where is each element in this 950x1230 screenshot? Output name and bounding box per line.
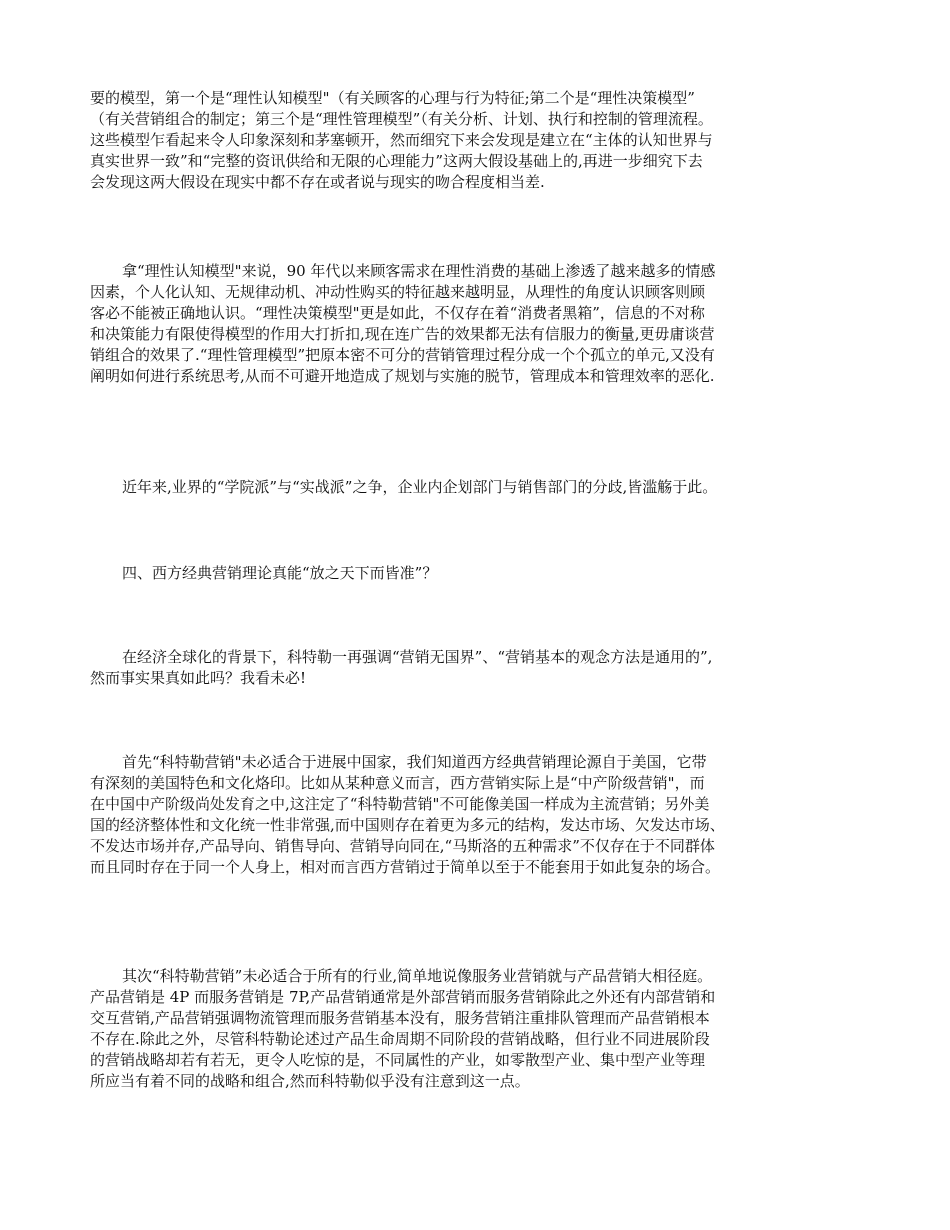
text-line: 阐明如何进行系统思考,从而不可避开地造成了规划与实施的脱节，管理成本和管理效率的恶化. xyxy=(90,367,715,385)
text-line: 国的经济整体性和文化统一性非常强,而中国则存在着更为多元的结构，发达市场、欠发达市场、 xyxy=(90,816,725,834)
text-line: 产品营销是 4P 而服务营销是 7P,产品营销通常是外部营销而服务营销除此之外还有内部营销和 xyxy=(90,988,716,1006)
text-line: 首先“科特勒营销"未必适合于进展中国家，我们知道西方经典营销理论源自于美国，它带 xyxy=(122,753,707,771)
text-line: 在经济全球化的背景下，科特勒一再强调“营销无国界”、“营销基本的观念方法是通用的”, xyxy=(122,648,713,666)
text-line: 因素，个人化认知、无规律动机、冲动性购买的特征越来越明显，从理性的角度认识顾客则顾 xyxy=(90,283,706,301)
text-line: 这些模型乍看起来令人印象深刻和茅塞顿开，然而细究下来会发现是建立在“主体的认知世界与 xyxy=(90,131,713,149)
text-line: 的营销战略却若有若无，更令人吃惊的是，不同属性的产业，如零散型产业、集中型产业等理 xyxy=(90,1051,706,1069)
paragraph-schools-dispute xyxy=(90,477,860,498)
text-line: 不发达市场并存,产品导向、销售导向、营销导向同在,“马斯洛的五种需求”不仅存在于不同群体 xyxy=(90,837,715,855)
section-heading-four xyxy=(90,563,860,584)
text-line: （有关营销组合的制定；第三个是“理性管理模型”（有关分析、计划、执行和控制的管理流程。 xyxy=(90,110,713,128)
text-line: 其次“科特勒营销”未必适合于所有的行业,简单地说像服务业营销就与产品营销大相径庭。 xyxy=(122,967,713,985)
text-line: 四、西方经典营销理论真能“放之天下而皆准”？ xyxy=(122,564,438,582)
text-line: 所应当有着不同的战略和组合,然而科特勒似乎没有注意到这一点。 xyxy=(90,1072,530,1090)
text-line: 要的模型，第一个是“理性认知模型"（有关顾客的心理与行为特征;第二个是“理性决策模型” xyxy=(90,89,695,107)
text-line: 会发现这两大假设在现实中都不存在或者说与现实的吻合程度相当差. xyxy=(90,173,545,191)
text-line: 然而事实果真如此吗？我看未必! xyxy=(90,669,307,687)
text-line: 而且同时存在于同一个人身上，相对而言西方营销过于简单以至于不能套用于如此复杂的场合。 xyxy=(90,858,721,876)
text-line: 真实世界一致”和“完整的资讯供给和无限的心理能力”这两大假设基础上的,再进一步细究下去 xyxy=(90,152,703,170)
text-line: 销组合的效果了.“理性管理模型”把原本密不可分的营销管理过程分成一个个孤立的单元,又没有 xyxy=(90,346,715,364)
text-line: 和决策能力有限使得模型的作用大打折扣,现在连广告的效果都无法有信服力的衡量,更毋庸谈营 xyxy=(90,325,715,343)
paragraph-rational-models xyxy=(90,88,860,193)
text-line: 不存在.除此之外，尽管科特勒论述过产品生命周期不同阶段的营销战略，但行业不同进展阶段 xyxy=(90,1030,710,1048)
text-line: 有深刻的美国特色和文化烙印。比如从某种意义而言，西方营销实际上是“中产阶级营销"，而 xyxy=(90,774,705,792)
paragraph-industries xyxy=(90,966,860,1092)
text-line: 近年来,业界的“学院派”与“实战派”之争，企业内企划部门与销售部门的分歧,皆滥觞于此。 xyxy=(122,478,718,496)
paragraph-globalization xyxy=(90,647,860,689)
text-line: 拿“理性认知模型"来说，90 年代以来顾客需求在理性消费的基础上渗透了越来越多的情感 xyxy=(122,262,716,280)
paragraph-developing-countries xyxy=(90,752,860,878)
text-line: 客必不能被正确地认识。“理性决策模型"更是如此，不仅存在着“消费者黑箱”，信息的不对称 xyxy=(90,304,705,322)
paragraph-cognitive-model xyxy=(90,261,860,387)
text-line: 交互营销,产品营销强调物流管理而服务营销基本没有，服务营销注重排队管理而产品营销根本 xyxy=(90,1009,710,1027)
text-line: 在中国中产阶级尚处发育之中,这注定了“科特勒营销"不可能像美国一样成为主流营销；另外美 xyxy=(90,795,710,813)
